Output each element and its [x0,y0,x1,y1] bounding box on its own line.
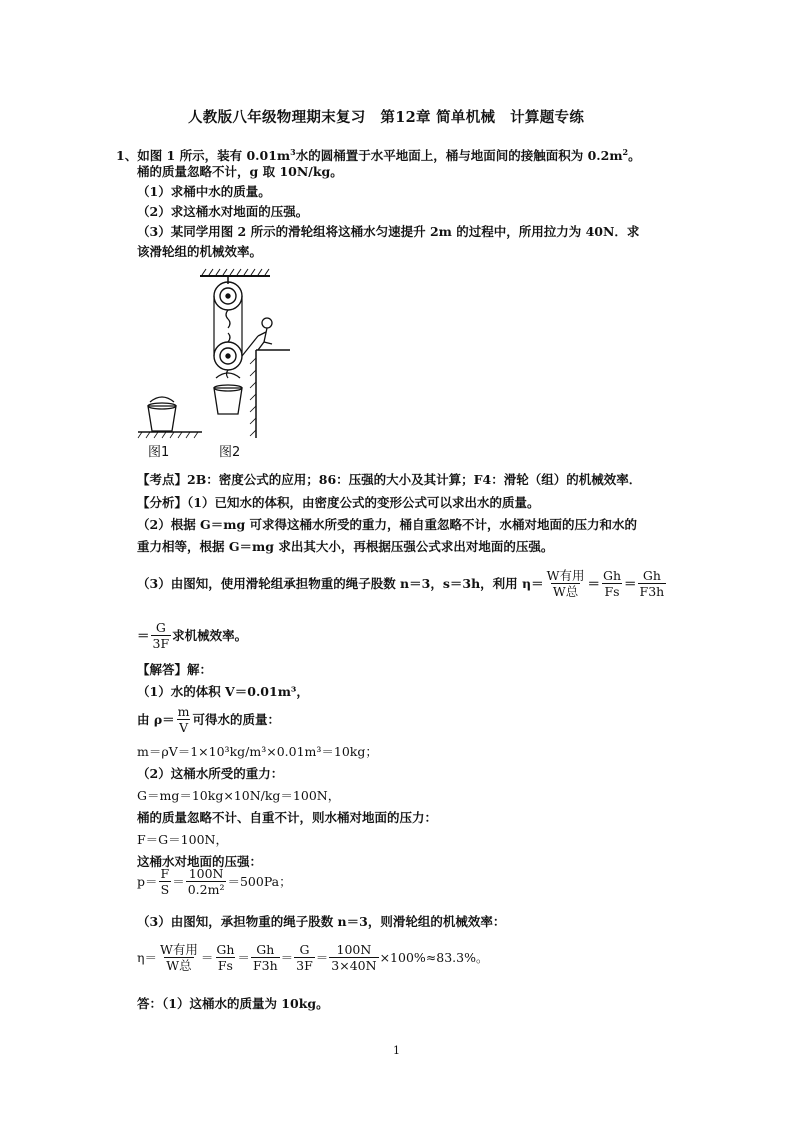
answer-l9 [137,866,292,897]
answer-l11 [137,942,488,973]
frac-num: 100N [188,866,224,881]
frac-eff-1 [545,568,587,599]
page-title: 人教版八年级物理期末复习 第12章 简单机械 计算题专练 [188,109,585,126]
answer-l11-b: ×100%≈83.3%。 [379,949,489,965]
person [258,318,272,350]
answer-l11-a: η＝ [137,949,157,965]
frac-num: m [177,704,190,719]
frac-num: W有用 [546,568,585,583]
frac-den: F3h [639,584,665,599]
ceiling [200,269,270,284]
answer-final: 答：（1）这桶水的质量为 10kg。 [137,996,329,1011]
ground-bucket [148,397,176,431]
stem-a-sup: 3 [290,147,296,157]
frac-den: 0.2m² [187,882,225,897]
frac-eff-2 [601,568,623,599]
eq: ＝ [172,873,185,889]
fixed-pulley [214,282,242,310]
frac-den: Fs [217,958,233,973]
frac-num: 100N [336,942,372,957]
answer-l9-b: ＝500Pa； [227,873,292,889]
frac-den: Fs [604,584,620,599]
fenxi-3-lead: （3）由图知，使用滑轮组承担物重的绳子股数 n＝3，s＝3h，利用 η＝ [137,575,544,591]
eq: ＝ [137,627,150,643]
figure-caption-2: 图2 [219,445,241,460]
eq: ＝ [315,949,329,965]
answer-label: 【解答】 [137,662,188,677]
eq: ＝ [280,949,294,965]
stem-b: 水的圆桶置于水平地面上，桶与地面间的接触面积为 0.2m [295,148,623,164]
kaodian-label: 【考点】 [137,472,188,487]
stem-a: 如图 1 所示，装有 0.01m [137,148,291,164]
answer-l10: （3）由图知，承担物重的绳子股数 n＝3，则滑轮组的机械效率： [137,914,506,929]
frac-den: 3×40N [331,958,377,973]
hanging-bucket [214,373,242,414]
eq: ＝ [587,575,600,591]
answer-l2 [137,704,280,735]
frac-den: F3h [252,958,278,973]
answer-l9-a: p＝ [137,873,158,889]
frac-wuse-wtot [158,942,200,973]
answer-l4: （2）这桶水所受的重力： [137,766,284,781]
problem-number: 1、 [116,148,138,164]
frac-num: W有用 [160,942,198,957]
eq: ＝ [624,575,637,591]
stem-line2: 桶的质量忽略不计，g 取 10N/kg。 [137,164,343,179]
eq: ＝ [237,949,250,965]
question-1: （1）求桶中水的质量。 [137,184,271,199]
answer-l3: m＝ρV＝1×10³kg/m³×0.01m³＝10kg； [137,744,378,759]
frac-den: S [160,882,170,897]
frac-m-v [176,704,192,735]
answer-l6: 桶的质量忽略不计、自重不计，则水桶对地面的压力： [137,810,438,825]
answer-l7: F＝G＝100N， [137,832,228,847]
page-number: 1 [393,1044,400,1057]
kaodian [137,470,641,490]
kaodian-text: 2B：密度公式的应用；86：压强的大小及其计算；F4：滑轮（组）的机械效率． [187,472,642,487]
frac-num: Gh [602,568,622,583]
frac-num: F [160,866,170,881]
eq: ＝ [200,949,214,965]
frac-den: V [179,720,189,735]
frac-num: G [155,620,166,635]
answer-l8: 这桶水对地面的压强： [137,854,263,869]
answer-l2-a: 由 ρ＝ [137,711,175,727]
answer-l2-b: 可得水的质量： [192,711,281,727]
frac-eff-3 [638,568,667,599]
frac-den: W总 [166,958,192,973]
ground-fig1 [138,432,202,438]
figure-caption-1: 图1 [148,445,170,460]
fenxi-3 [137,568,667,599]
frac-num: Gh [642,568,661,583]
frac-gh-f3h [251,942,280,973]
frac-f-s [159,866,172,897]
frac-num: Gh [216,942,235,957]
frac-num: G [299,942,310,957]
fenxi-1: （1）已知水的体积，由密度公式的变形公式可以求出水的质量。 [187,495,540,510]
question-3-line2: 该滑轮组的机械效率。 [137,244,263,259]
fenxi-label: 【分析】 [137,495,188,510]
frac-den: 3F [296,958,313,973]
platform [256,350,290,438]
pulley-figure [130,266,290,441]
fenxi-3-tail: 求机械效率。 [172,627,248,643]
answer-l1: （1）水的体积 V＝0.01m³， [137,684,309,699]
answer-head [137,660,212,680]
fenxi-3-tail-line [137,620,247,651]
stem-b-sup: 2 [622,147,629,157]
frac-g-3f-2 [294,942,315,973]
fenxi [137,493,539,513]
frac-den: W总 [552,584,579,599]
frac-100n-area [186,866,227,897]
frac-den: 3F [152,636,170,651]
answer-lead: 解： [187,662,213,677]
stem-c: 。 [628,148,641,164]
fenxi-2b: 重力相等，根据 G＝mg 求出其大小，再根据压强公式求出对地面的压强。 [137,539,554,554]
frac-num: Gh [256,942,275,957]
question-2: （2）求这桶水对地面的压强。 [137,204,309,219]
frac-100n-3x40 [329,942,378,973]
frac-g-3f [151,620,172,651]
question-3-line1: （3）某同学用图 2 所示的滑轮组将这桶水匀速提升 2m 的过程中，所用拉力为 40N．求 [137,224,640,239]
fenxi-2a: （2）根据 G＝mg 可求得这桶水所受的重力，桶自重忽略不计，水桶对地面的压力和水的 [137,517,638,532]
movable-pulley [214,342,242,370]
frac-gh-fs [214,942,236,973]
answer-l5: G＝mg＝10kg×10N/kg＝100N， [137,788,341,803]
